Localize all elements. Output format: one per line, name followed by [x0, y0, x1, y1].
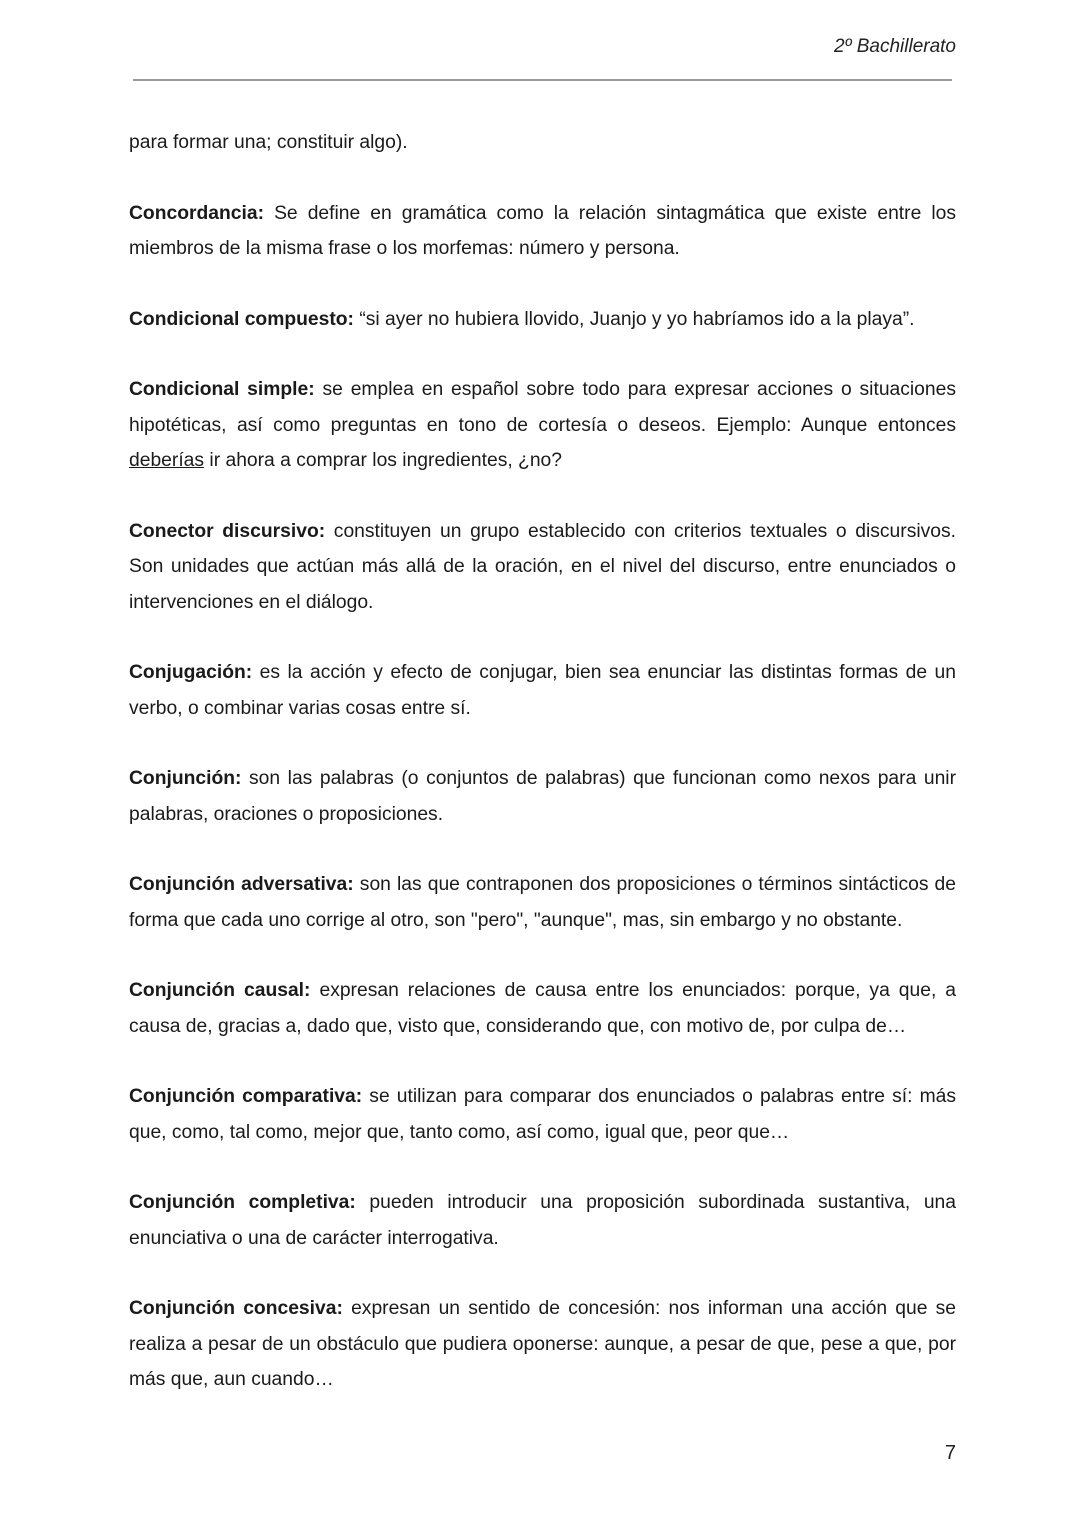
entry-conjuncion-concesiva [129, 1291, 956, 1398]
entry-term: Conjunción comparativa: [129, 1086, 363, 1107]
entry-conjuncion-adversativa [129, 867, 956, 938]
entry-term: Conjunción adversativa: [129, 874, 354, 895]
entry-conjuncion [129, 761, 956, 832]
page-header-course: 2º Bachillerato [833, 36, 956, 57]
entry-definition: es la acción y efecto de conjugar, bien sea enunciar las distintas formas de un verbo, o combinar varias cosas entre sí. [129, 662, 957, 719]
entry-term: Conjugación: [129, 662, 253, 683]
entry-conjuncion-completiva [129, 1185, 956, 1256]
entry-concordancia [129, 196, 956, 267]
entry-definition: constituyen un grupo establecido con criterios textuales o discursivos. Son unidades que actúan más allá de la oración, en el nivel del discurso, entre enunciados o intervenciones en el diálogo. [129, 520, 956, 613]
entry-term: Condicional compuesto: [129, 308, 354, 330]
entry-definition: “si ayer no hubiera llovido, Juanjo y yo habríamos ido a la playa”. [359, 308, 915, 330]
entry-term: Condicional simple: [129, 379, 315, 400]
entry-definition: se emplea en español sobre todo para expresar acciones o situaciones hipotéticas, así como preguntas en tono de cortesía o deseos. Ejemplo: Aunque entonces [129, 379, 956, 436]
entry-condicional-compuesto [129, 302, 956, 338]
entry-conjuncion-causal [129, 973, 956, 1044]
page-number: 7 [944, 1442, 956, 1464]
entry-definition: son las que contraponen dos proposiciones o términos sintácticos de forma que cada uno corrige al otro, son "pero", "aunque", mas, sin embargo y no obstante. [129, 874, 957, 931]
entry-conjugacion [129, 655, 956, 726]
entry-definition: se utilizan para comparar dos enunciados o palabras entre sí: más que, como, tal como, mejor que, tanto como, así como, igual que, peor que… [129, 1086, 957, 1143]
entry-definition: Se define en gramática como la relación sintagmática que existe entre los miembros de la misma frase o los morfemas: número y persona. [129, 202, 956, 259]
entry-definition: expresan relaciones de causa entre los enunciados: porque, ya que, a causa de, gracias a, dado que, visto que, considerando que, con motivo de, por culpa de… [129, 980, 957, 1037]
glossary-content [129, 125, 956, 1398]
example-rest: ir ahora a comprar los ingredientes, ¿no? [209, 450, 563, 471]
entry-conjuncion-comparativa [129, 1079, 956, 1150]
entry-conector-discursivo [129, 514, 956, 621]
example-underlined-word: deberías [129, 450, 205, 471]
entry-term: Conjunción concesiva: [129, 1298, 343, 1319]
entry-definition: expresan un sentido de concesión: nos informan una acción que se realiza a pesar de un obstáculo que pudiera oponerse: aunque, a pesar de que, pese a que, por más que, aun cuando… [129, 1298, 956, 1390]
entry-term: Conjunción causal: [129, 980, 311, 1001]
entry-term: Conjunción: [129, 768, 242, 789]
entry-term: Concordancia: [129, 202, 264, 224]
continuation-text: para formar una; constituir algo). [129, 132, 408, 153]
entry-term: Conjunción completiva: [129, 1192, 356, 1213]
entry-definition: pueden introducir una proposición subordinada sustantiva, una enunciativa o una de carácter interrogativa. [129, 1192, 956, 1249]
header-divider [133, 79, 952, 81]
entry-definition: son las palabras (o conjuntos de palabras) que funcionan como nexos para unir palabras, oraciones o proposiciones. [129, 768, 957, 825]
entry-term: Conector discursivo: [129, 520, 326, 542]
entry-condicional-simple [129, 372, 956, 479]
